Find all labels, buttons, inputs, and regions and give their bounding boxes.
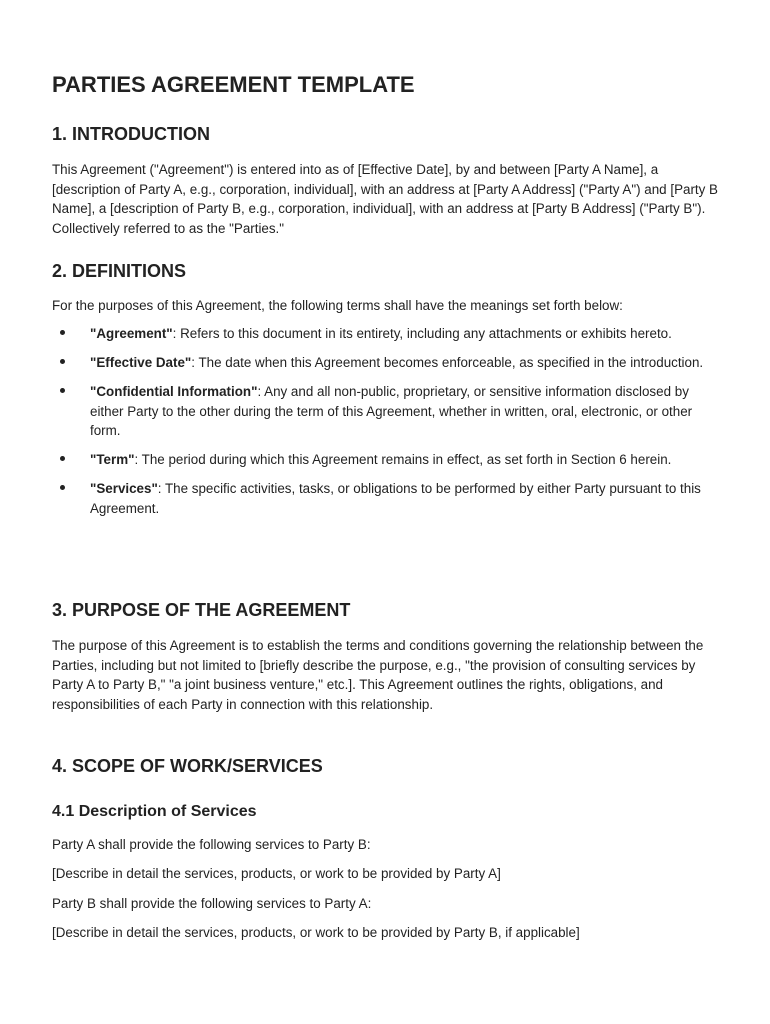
definition-text: : The period during which this Agreement remains in effect, as set forth in Section 6 herein. — [134, 452, 672, 467]
section-heading-definitions: 2. DEFINITIONS — [52, 261, 187, 281]
definition-item — [52, 382, 722, 441]
definitions-intro: For the purposes of this Agreement, the following terms shall have the meanings set forth below: — [52, 298, 623, 313]
introduction-paragraph: This Agreement ("Agreement") is entered into as of [Effective Date], by and between [Party A Name], a [description of Party A, e.g., corporation, individual], with an address at [Party A Address] ("Party A") and [Party B Name], a [description of Party B, e.g., corporation, individual], with an address at [Party B Address] ("Party B"). Collectively referred to as the "Parties." — [52, 162, 718, 236]
bullet-icon — [60, 456, 65, 461]
definition-term: "Term" — [90, 452, 135, 467]
bullet-icon — [60, 485, 65, 490]
party-a-services-intro: Party A shall provide the following services to Party B: — [52, 837, 371, 852]
definition-text: : The date when this Agreement becomes enforceable, as specified in the introduction. — [191, 355, 704, 370]
definition-term: "Effective Date" — [90, 355, 192, 370]
definitions-list — [52, 324, 722, 528]
section-heading-introduction: 1. INTRODUCTION — [52, 124, 211, 144]
definition-item — [52, 450, 722, 470]
party-a-services-placeholder: [Describe in detail the services, products, or work to be provided by Party A] — [52, 866, 501, 881]
document-title: PARTIES AGREEMENT TEMPLATE — [52, 72, 415, 97]
section-heading-purpose: 3. PURPOSE OF THE AGREEMENT — [52, 600, 351, 620]
definition-item — [52, 324, 722, 344]
definition-term: "Confidential Information" — [90, 384, 258, 399]
subsection-heading-description-of-services: 4.1 Description of Services — [52, 803, 257, 820]
definition-item — [52, 353, 722, 373]
definition-term: "Agreement" — [90, 326, 173, 341]
definition-term: "Services" — [90, 481, 158, 496]
definition-text: : Refers to this document in its entirety, including any attachments or exhibits hereto. — [172, 326, 672, 341]
section-heading-scope: 4. SCOPE OF WORK/SERVICES — [52, 756, 323, 776]
definition-item — [52, 479, 722, 518]
definition-text: : The specific activities, tasks, or obligations to be performed by either Party pursuant to this Agreement. — [90, 481, 701, 516]
party-b-services-intro: Party B shall provide the following services to Party A: — [52, 896, 372, 911]
definition-text: : Any and all non-public, proprietary, or sensitive information disclosed by either Party to the other during the term of this Agreement, whether in written, oral, electronic, or other form. — [90, 384, 693, 438]
party-b-services-placeholder: [Describe in detail the services, products, or work to be provided by Party B, if applicable] — [52, 925, 580, 940]
bullet-icon — [60, 359, 65, 364]
bullet-icon — [60, 388, 65, 393]
bullet-icon — [60, 330, 65, 335]
purpose-paragraph: The purpose of this Agreement is to establish the terms and conditions governing the relationship between the Parties, including but not limited to [briefly describe the purpose, e.g., "the provision of consulting services by Party A to Party B," "a joint business venture," etc.]. This Agreement outlines the rights, obligations, and responsibilities of each Party in connection with this relationship. — [52, 638, 704, 712]
